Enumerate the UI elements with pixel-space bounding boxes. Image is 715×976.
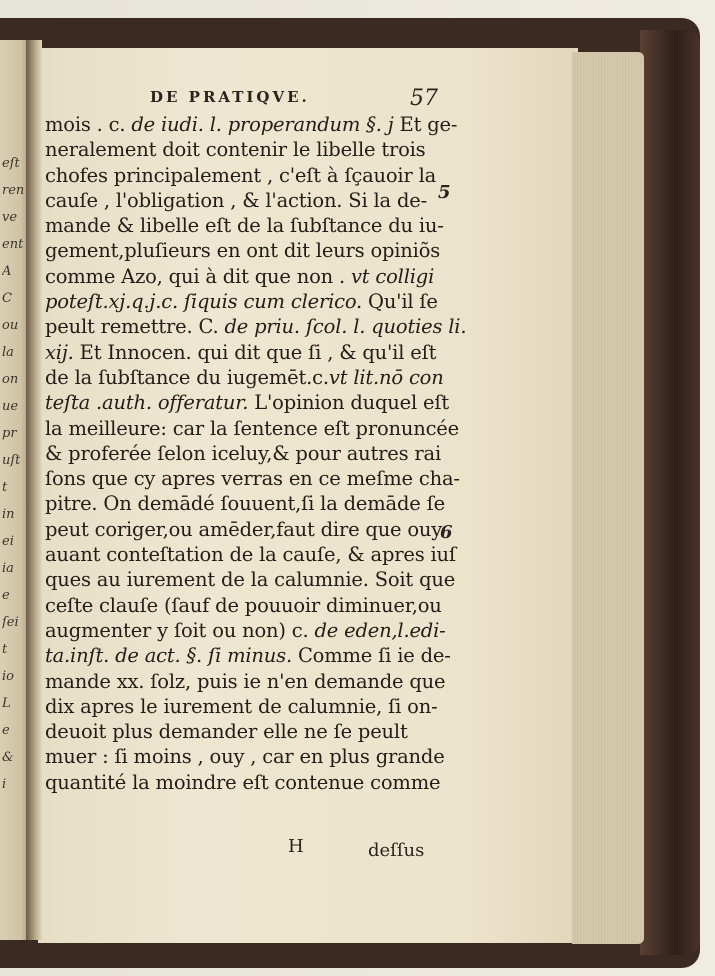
text-line [45,466,460,491]
text-line [45,744,445,769]
facing-page-fragment: e [2,588,10,603]
text-run: ſons que cy apres verras en ce meſme cha- [45,467,460,491]
italic-citation: de priu. ſcol. l. quoties li. [224,315,467,339]
text-line [45,491,445,516]
facing-page-fragment: ſei [2,615,19,630]
text-line [45,264,445,289]
text-run: Comme ſi ie de- [291,644,451,668]
text-line [45,567,456,592]
text-run: deuoit plus demander elle ne ſe peult [45,720,408,744]
text-run: dix apres le iurement de calumnie, ſi on- [45,694,438,718]
text-line [45,669,445,694]
facing-page-fragment: in [2,507,15,522]
text-run: Et ge- [393,113,458,136]
text-line [45,517,445,542]
facing-page-fragment: t [2,642,8,657]
facing-page-fragment: uſt [2,453,21,468]
text-line [45,112,458,137]
text-line [45,314,467,339]
facing-page-fragment: A [2,264,12,279]
text-run: de la ſubſtance du iugemēt.c. [45,365,329,389]
text-run: ceſte clauſe (ſauf de pouuoir diminuer,ou [45,593,442,617]
text-line [45,340,445,365]
text-run: quantité la moindre eſt contenue comme [45,770,441,794]
facing-page-fragment: C [2,291,12,306]
text-run: Et Innocen. qui dit que ſi , & qu'il eſt [73,340,437,364]
text-line [45,719,445,744]
text-run: auant conteſtation de la cauſe, & apres iuſ [45,543,456,567]
facing-page-fragment: ent [2,237,24,252]
italic-citation: teſta .auth. offeratur. [45,391,249,415]
text-run: chofes principalement , c'eſt à ſçauoir la [45,163,437,187]
text-run: & proferée ſelon iceluy,& pour autres rai [45,441,441,465]
facing-page-fragment: pr [2,426,17,441]
text-line [45,390,449,415]
text-run: la meilleure: car la ſentence eſt pronuncée [45,416,459,440]
catchword: deſſus [368,840,425,861]
text-run: L'opinion duquel eſt [248,391,449,415]
text-run: gement,pluſieurs en ont dit leurs opiniõs [45,239,441,263]
text-line [45,163,445,188]
text-run: peult remettre. C. [45,315,225,339]
text-line [45,365,445,390]
italic-citation: vt lit.nō con [328,365,444,389]
facing-page-fragment: ve [2,210,18,225]
facing-page-fragment: ren [2,183,25,198]
page-number: 57 [410,86,438,111]
facing-page-fragment: eſt [2,156,20,171]
italic-citation: ta.inſt. de act. §. ſi minus. [45,644,292,668]
text-run: neralement doit contenir le libelle trois [45,138,426,162]
text-run: mande & libelle eſt de la ſubſtance du iu- [45,214,444,238]
text-run: pitre. On demādé ſouuent,ſi la demāde ſe [45,492,445,516]
text-run: cauſe , l'obligation , & l'action. Si la de- [45,188,427,212]
text-run: muer : ſi moins , ouy , car en plus grande [45,745,445,769]
text-line [45,416,459,441]
text-line [45,213,445,238]
facing-page-fragment: la [2,345,14,360]
facing-page-fragment: t [2,480,8,495]
text-run: Qu'il ſe [362,290,438,314]
text-run: augmenter y ſoit ou non) c. [45,618,315,642]
text-line [45,770,445,795]
text-line [45,289,445,314]
text-line [45,137,445,162]
text-line [45,618,445,643]
facing-page-fragment: io [2,669,14,684]
signature-mark: H [288,836,304,857]
facing-page-fragment: on [2,372,19,387]
facing-page-fragment: ia [2,561,14,576]
facing-page-fragment: ue [2,399,19,414]
text-line [45,593,445,618]
text-run: mande xx. ſolz, puis ie n'en demande que [45,669,446,693]
text-line [45,188,445,213]
text-run: peut coriger,ou amēder,faut dire que ouy [45,517,443,541]
italic-citation: poteſt.xj.q.j.c. ſiquis cum clerico. [45,290,363,314]
running-title: DE PRATIQVE. [150,88,310,106]
text-line [45,542,456,567]
text-line [45,441,445,466]
facing-page-fragment: ou [2,318,19,333]
text-run: mois . c. [45,113,132,136]
italic-citation: xij. [45,340,74,364]
facing-page-fragment: L [2,696,11,711]
italic-citation: vt colligi [350,264,435,288]
text-line [45,694,445,719]
facing-page-fragment: & [2,750,14,765]
text-line [45,643,451,668]
italic-citation: de iudi. l. properandum §. j [131,113,394,136]
facing-page-fragment: i [2,777,7,792]
facing-page-fragment: e [2,723,10,738]
text-run: ques au iurement de la calumnie. Soit que [45,568,456,592]
body-text [45,112,467,795]
facing-page-fragment: ei [2,534,14,549]
text-run: comme Azo, qui à dit que non . [45,264,351,288]
text-line [45,238,445,263]
margin-number-6: 6 [440,522,453,543]
italic-citation: de eden,l.edi- [314,618,446,642]
margin-number-5: 5 [438,182,451,203]
